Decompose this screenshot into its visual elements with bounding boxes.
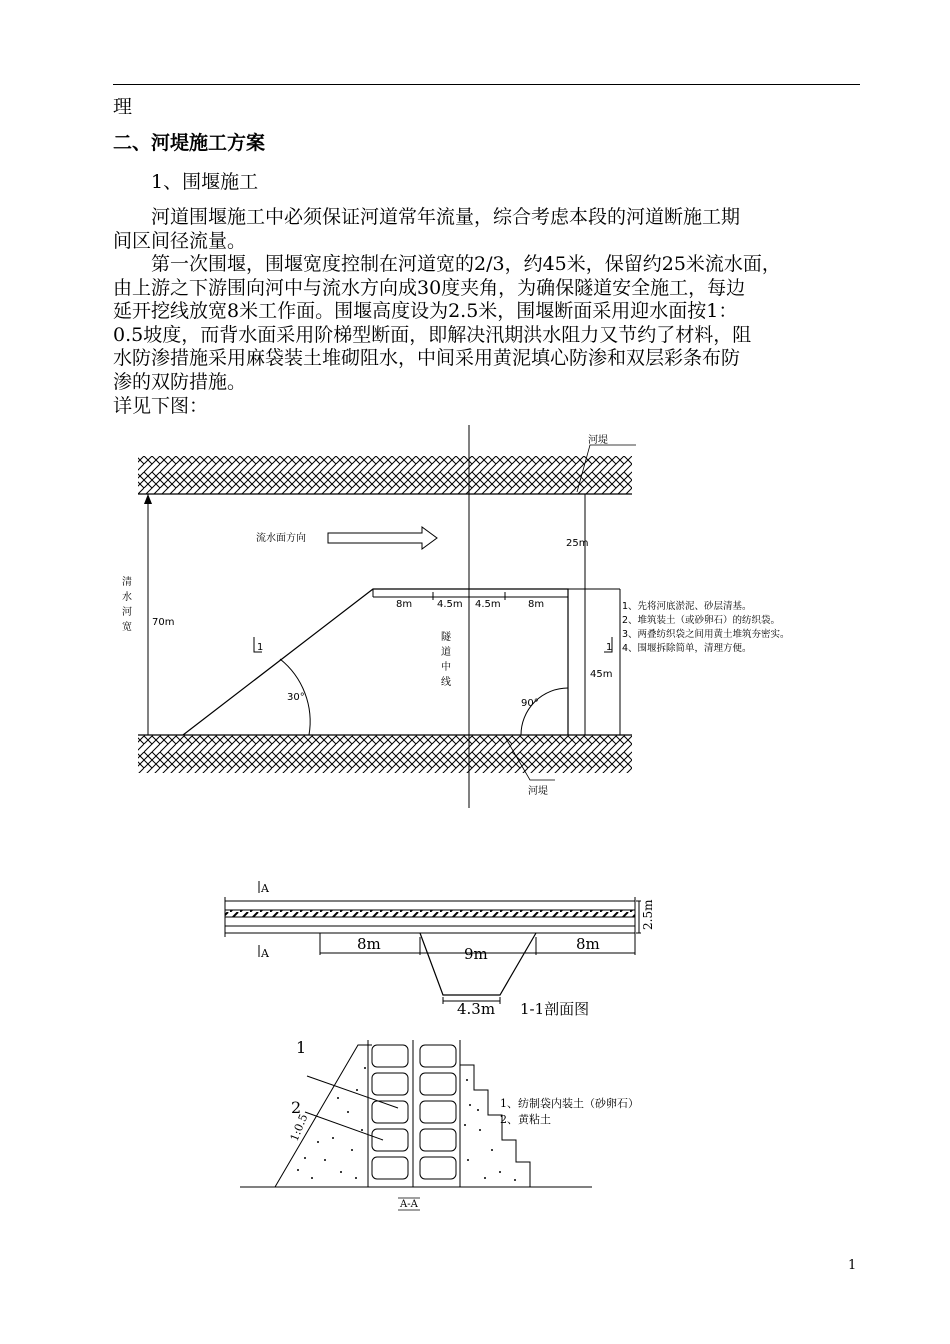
svg-text:8m: 8m (396, 599, 413, 610)
slope-label: 1:0.5 (287, 1112, 311, 1144)
para2-line: 延开挖线放宽8米工作面。围堰高度设为2.5米，围堰断面采用迎水面按1： (113, 300, 738, 322)
dim-9m: 9m (464, 945, 488, 963)
angle-30-label: 30° (287, 692, 305, 703)
section-heading: 二、河堤施工方案 (113, 132, 266, 154)
cofferdam-outline (183, 589, 568, 735)
label-flow-direction: 流水面方向 (256, 533, 306, 544)
bank-bottom-hatch (138, 735, 632, 773)
bank-top-hatch (138, 456, 632, 494)
section-mark-right: 1 (606, 642, 613, 653)
svg-text:8m: 8m (528, 599, 545, 610)
para2-line: 水防渗措施采用麻袋装土堆砌阻水，中间采用黄泥填心防渗和双层彩条布防 (113, 347, 741, 369)
para2-line: 由上游之下游围向河中与流水方向成30度夹角，为确保隧道安全施工，每边 (113, 276, 746, 299)
svg-text:2、堆筑装土（或砂卵石）的纺织袋。: 2、堆筑装土（或砂卵石）的纺织袋。 (622, 615, 781, 626)
page-number: 1 (848, 1258, 857, 1273)
svg-text:水: 水 (122, 592, 132, 603)
see-figure: 详见下图： (113, 395, 209, 417)
svg-text:中: 中 (441, 662, 451, 673)
svg-text:4、围堰拆除简单，清理方便。: 4、围堰拆除简单，清理方便。 (622, 643, 752, 654)
dims-top (396, 599, 544, 610)
svg-text:4.5m: 4.5m (437, 599, 463, 610)
caption-1-1: 1-1剖面图 (520, 1000, 590, 1018)
para2-line: 第一次围堰，围堰宽度控制在河道宽的2/3，约45米，保留约25米流水面， (151, 253, 781, 275)
para1-line: 间区间径流量。 (113, 229, 247, 252)
notes (622, 600, 790, 654)
legend-1: 1、纺制袋内装土（砂卵石） (500, 1097, 639, 1110)
dim-8m-left: 8m (357, 935, 381, 953)
svg-text:道: 道 (441, 647, 451, 658)
para1-line: 河道围堰施工中必须保证河道常年流量，综合考虑本段的河道断施工期 (151, 206, 741, 228)
label-70m: 70m (152, 617, 175, 628)
svg-text:线: 线 (441, 677, 451, 688)
svg-text:隧: 隧 (441, 632, 451, 643)
para2-line: 0.5坡度，而背水面采用阶梯型断面，即解决汛期洪水阻力又节约了材料，阻 (113, 323, 752, 346)
svg-text:河: 河 (122, 607, 132, 618)
label-river-width (122, 575, 132, 633)
subheading: 1、围堰施工 (151, 171, 259, 193)
para2-line: 渗的双防措施。 (113, 370, 247, 393)
section-mark-left: 1 (257, 642, 264, 653)
section-mark-a-bottom: A (261, 947, 269, 960)
arrow-head-icon (144, 494, 152, 504)
label-bank-bottom: 河堤 (528, 786, 548, 797)
angle-90-arc (521, 688, 568, 735)
legend-2: 2、黄粘土 (500, 1113, 551, 1126)
label-25m: 25m (566, 538, 589, 549)
svg-text:宽: 宽 (122, 622, 132, 633)
label-bank-top: 河堤 (588, 435, 608, 446)
dim-4-3m: 4.3m (457, 1000, 496, 1018)
svg-text:3、两叠纺织袋之间用黄土堆筑夯密实。: 3、两叠纺织袋之间用黄土堆筑夯密实。 (622, 629, 790, 640)
caption-a-a: A-A (400, 1199, 418, 1210)
section-mark-a-top: A (261, 882, 269, 895)
callout-1: 1 (296, 1038, 307, 1057)
svg-text:4.5m: 4.5m (475, 599, 501, 610)
angle-90-label: 90° (521, 698, 539, 709)
flow-arrow-icon (328, 527, 437, 549)
callout-2: 2 (291, 1098, 302, 1117)
label-45m: 45m (590, 669, 613, 680)
label-tunnel-centerline (441, 631, 452, 688)
label-2-5m: 2.5m (641, 899, 655, 930)
svg-text:1、先将河底淤泥、砂层清基。: 1、先将河底淤泥、砂层清基。 (622, 601, 752, 612)
top-fragment: 理 (113, 96, 133, 118)
svg-text:清: 清 (122, 577, 132, 588)
dim-8m-right: 8m (576, 935, 600, 953)
